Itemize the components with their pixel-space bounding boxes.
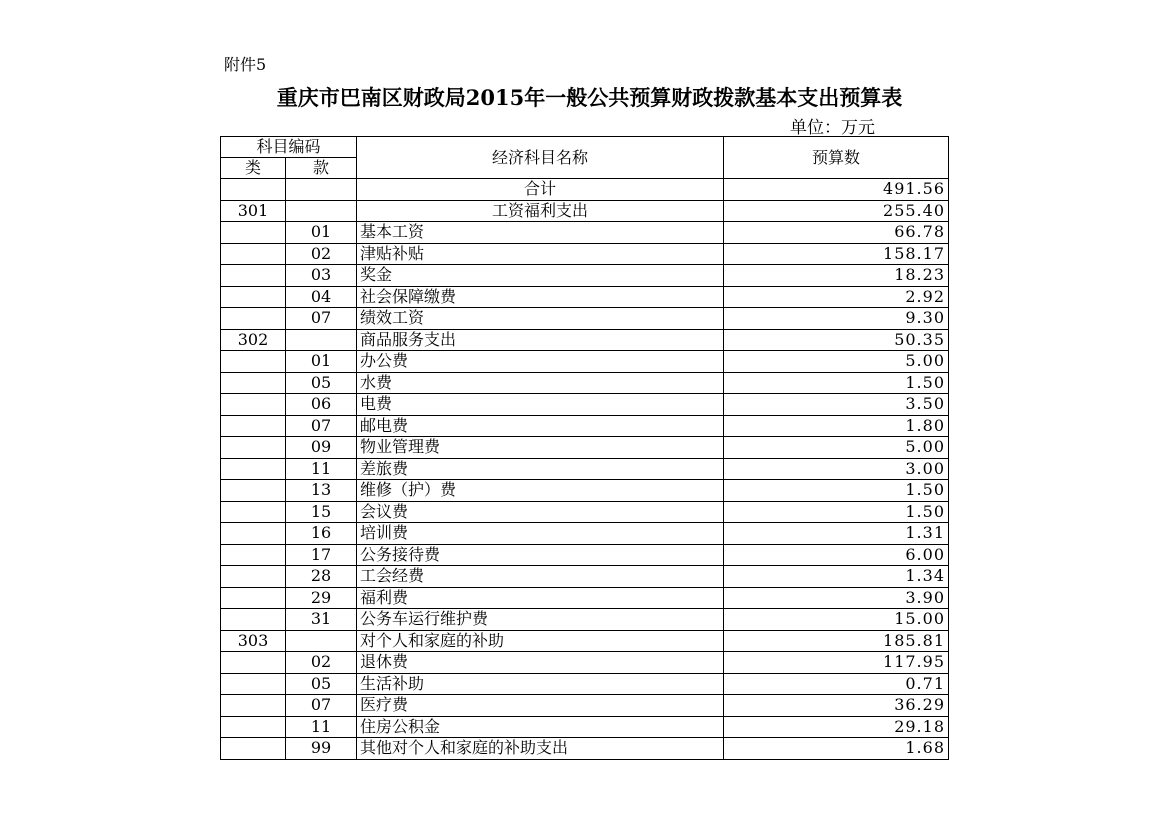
cell-name: 其他对个人和家庭的补助支出 <box>357 738 724 760</box>
cell-amount: 5.00 <box>724 437 949 459</box>
cell-kuan <box>286 329 357 351</box>
cell-kuan: 99 <box>286 738 357 760</box>
cell-amount: 36.29 <box>724 695 949 717</box>
cell-name: 差旅费 <box>357 458 724 480</box>
cell-name: 维修（护）费 <box>357 480 724 502</box>
table-row <box>221 243 949 265</box>
cell-lei <box>221 243 286 265</box>
cell-name: 对个人和家庭的补助 <box>357 630 724 652</box>
cell-amount: 3.50 <box>724 394 949 416</box>
cell-lei: 303 <box>221 630 286 652</box>
cell-kuan: 06 <box>286 394 357 416</box>
table-row <box>221 308 949 330</box>
cell-name: 基本工资 <box>357 222 724 244</box>
cell-lei <box>221 587 286 609</box>
cell-lei <box>221 458 286 480</box>
table-row <box>221 265 949 287</box>
cell-lei <box>221 437 286 459</box>
cell-name: 工会经费 <box>357 566 724 588</box>
cell-amount: 66.78 <box>724 222 949 244</box>
cell-name: 住房公积金 <box>357 716 724 738</box>
table-row <box>221 609 949 631</box>
cell-lei <box>221 265 286 287</box>
header-name: 经济科目名称 <box>357 137 724 179</box>
table-row <box>221 480 949 502</box>
table-row <box>221 673 949 695</box>
cell-name: 商品服务支出 <box>357 329 724 351</box>
table-row <box>221 415 949 437</box>
cell-lei <box>221 480 286 502</box>
cell-name: 社会保障缴费 <box>357 286 724 308</box>
cell-amount: 1.31 <box>724 523 949 545</box>
cell-name: 合计 <box>357 179 724 201</box>
cell-amount: 29.18 <box>724 716 949 738</box>
cell-name: 工资福利支出 <box>357 200 724 222</box>
cell-lei <box>221 695 286 717</box>
cell-lei <box>221 544 286 566</box>
cell-kuan: 11 <box>286 716 357 738</box>
cell-name: 生活补助 <box>357 673 724 695</box>
cell-amount: 3.90 <box>724 587 949 609</box>
table-row <box>221 544 949 566</box>
cell-kuan: 07 <box>286 415 357 437</box>
table-row <box>221 566 949 588</box>
cell-kuan: 16 <box>286 523 357 545</box>
page-title: 重庆市巴南区财政局2015年一般公共预算财政拨款基本支出预算表 <box>276 85 903 110</box>
cell-amount: 50.35 <box>724 329 949 351</box>
cell-kuan: 05 <box>286 673 357 695</box>
cell-kuan: 28 <box>286 566 357 588</box>
cell-name: 会议费 <box>357 501 724 523</box>
cell-lei: 301 <box>221 200 286 222</box>
cell-kuan: 09 <box>286 437 357 459</box>
cell-lei <box>221 652 286 674</box>
cell-name: 电费 <box>357 394 724 416</box>
cell-lei <box>221 351 286 373</box>
cell-kuan: 01 <box>286 222 357 244</box>
cell-lei <box>221 372 286 394</box>
cell-kuan <box>286 200 357 222</box>
cell-lei <box>221 566 286 588</box>
cell-lei <box>221 308 286 330</box>
cell-name: 水费 <box>357 372 724 394</box>
cell-amount: 3.00 <box>724 458 949 480</box>
table-row <box>221 738 949 760</box>
cell-name: 医疗费 <box>357 695 724 717</box>
cell-kuan: 17 <box>286 544 357 566</box>
table-row <box>221 587 949 609</box>
table-row <box>221 351 949 373</box>
cell-lei <box>221 738 286 760</box>
cell-kuan: 15 <box>286 501 357 523</box>
header-amount: 预算数 <box>724 137 949 179</box>
cell-name: 绩效工资 <box>357 308 724 330</box>
cell-amount: 255.40 <box>724 200 949 222</box>
table-row <box>221 329 949 351</box>
cell-lei <box>221 222 286 244</box>
cell-lei <box>221 609 286 631</box>
cell-kuan <box>286 179 357 201</box>
cell-amount: 185.81 <box>724 630 949 652</box>
cell-amount: 158.17 <box>724 243 949 265</box>
cell-kuan: 13 <box>286 480 357 502</box>
cell-kuan: 03 <box>286 265 357 287</box>
budget-table <box>220 136 949 760</box>
cell-amount: 0.71 <box>724 673 949 695</box>
cell-lei <box>221 179 286 201</box>
cell-amount: 1.50 <box>724 372 949 394</box>
table-row <box>221 179 949 201</box>
cell-amount: 15.00 <box>724 609 949 631</box>
cell-lei <box>221 394 286 416</box>
cell-kuan: 02 <box>286 652 357 674</box>
cell-amount: 1.50 <box>724 480 949 502</box>
cell-lei <box>221 286 286 308</box>
cell-amount: 18.23 <box>724 265 949 287</box>
table-row <box>221 200 949 222</box>
header-lei: 类 <box>221 158 286 179</box>
cell-kuan: 04 <box>286 286 357 308</box>
cell-name: 福利费 <box>357 587 724 609</box>
table-row <box>221 652 949 674</box>
table-row <box>221 394 949 416</box>
cell-kuan: 02 <box>286 243 357 265</box>
cell-name: 津贴补贴 <box>357 243 724 265</box>
header-kuan: 款 <box>286 158 357 179</box>
cell-amount: 1.34 <box>724 566 949 588</box>
cell-amount: 491.56 <box>724 179 949 201</box>
cell-name: 培训费 <box>357 523 724 545</box>
header-code: 科目编码 <box>221 137 357 158</box>
cell-lei: 302 <box>221 329 286 351</box>
table-row <box>221 695 949 717</box>
cell-kuan <box>286 630 357 652</box>
cell-kuan: 07 <box>286 695 357 717</box>
cell-amount: 1.50 <box>724 501 949 523</box>
cell-kuan: 01 <box>286 351 357 373</box>
cell-kuan: 07 <box>286 308 357 330</box>
cell-amount: 1.68 <box>724 738 949 760</box>
attachment-label: 附件5 <box>224 55 267 74</box>
cell-name: 公务车运行维护费 <box>357 609 724 631</box>
cell-name: 办公费 <box>357 351 724 373</box>
table-row <box>221 523 949 545</box>
cell-name: 退休费 <box>357 652 724 674</box>
cell-name: 奖金 <box>357 265 724 287</box>
table-row <box>221 458 949 480</box>
cell-name: 公务接待费 <box>357 544 724 566</box>
table-row <box>221 716 949 738</box>
cell-amount: 6.00 <box>724 544 949 566</box>
cell-kuan: 31 <box>286 609 357 631</box>
cell-amount: 117.95 <box>724 652 949 674</box>
cell-name: 邮电费 <box>357 415 724 437</box>
table-row <box>221 501 949 523</box>
unit-label: 单位：万元 <box>790 118 875 138</box>
cell-kuan: 05 <box>286 372 357 394</box>
cell-amount: 9.30 <box>724 308 949 330</box>
cell-lei <box>221 523 286 545</box>
cell-amount: 2.92 <box>724 286 949 308</box>
table-row <box>221 630 949 652</box>
cell-lei <box>221 415 286 437</box>
cell-lei <box>221 501 286 523</box>
cell-amount: 5.00 <box>724 351 949 373</box>
table-row <box>221 286 949 308</box>
cell-lei <box>221 673 286 695</box>
cell-kuan: 11 <box>286 458 357 480</box>
cell-amount: 1.80 <box>724 415 949 437</box>
table-row <box>221 372 949 394</box>
cell-name: 物业管理费 <box>357 437 724 459</box>
table-row <box>221 437 949 459</box>
cell-lei <box>221 716 286 738</box>
table-row <box>221 222 949 244</box>
cell-kuan: 29 <box>286 587 357 609</box>
